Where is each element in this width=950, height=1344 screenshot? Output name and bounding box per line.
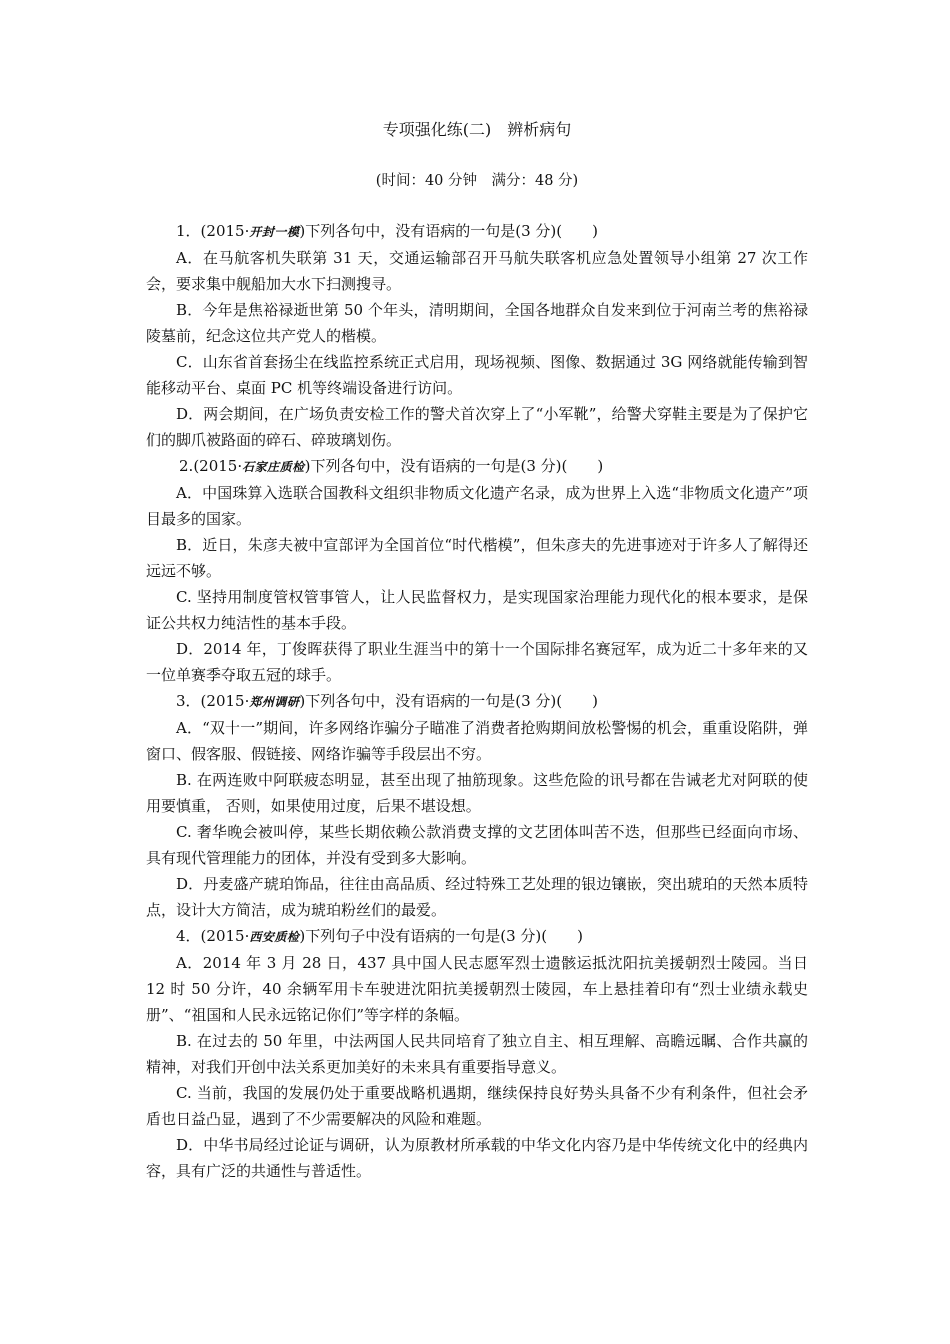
question-source: 开封一模	[249, 225, 300, 239]
question-source: 西安质检	[249, 930, 300, 944]
question-source: 石家庄质检	[242, 460, 305, 474]
option-b: B. 在过去的 50 年里，中法两国人民共同培育了独立自主、相互理解、高瞻远瞩、合作共赢的精神，对我们开创中法关系更加美好的未来具有重要指导意义。	[146, 1032, 808, 1076]
option-c: C．山东省首套扬尘在线监控系统正式启用，现场视频、图像、数据通过 3G 网络就能传输到智能移动平台、桌面 PC 机等终端设备进行访问。	[146, 353, 808, 397]
option-a: A．在马航客机失联第 31 天，交通运输部召开马航失联客机应急处置领导小组第 27 次工作会，要求集中舰船加大水下扫测搜寻。	[146, 249, 808, 293]
option-a: A．2014 年 3 月 28 日，437 具中国人民志愿军烈士遗骸运抵沈阳抗美援朝烈士陵园。当日 12 时 50 分许，40 余辆军用卡车驶进沈阳抗美援朝烈士陵园，车上悬挂着印有“烈士业绩永载史册”、“祖国和人民永远铭记你们”等字样的条幅。	[146, 954, 808, 1024]
page-title: 专项强化练(二) 辨析病句	[382, 120, 572, 139]
question-number: 4．	[176, 927, 201, 945]
option-d: D．两会期间，在广场负责安检工作的警犬首次穿上了“小军靴”，给警犬穿鞋主要是为了保护它们的脚爪被路面的碎石、碎玻璃划伤。	[146, 405, 808, 449]
question-number: 1．	[176, 222, 201, 240]
question-4	[146, 923, 808, 1184]
option-a: A．“双十一”期间，许多网络诈骗分子瞄准了消费者抢购期间放松警惕的机会，重重设陷阱，弹窗口、假客服、假链接、网络诈骗等手段层出不穷。	[146, 719, 808, 763]
option-d: D．丹麦盛产琥珀饰品，往往由高品质、经过特殊工艺处理的银边镶嵌，突出琥珀的天然本质特点，设计大方简洁，成为琥珀粉丝们的最爱。	[146, 875, 808, 919]
question-number: 2.	[179, 457, 194, 475]
question-2	[146, 453, 808, 688]
option-d: D．中华书局经过论证与调研，认为原教材所承载的中华文化内容乃是中华传统文化中的经典内容，具有广泛的共通性与普适性。	[146, 1136, 808, 1180]
question-stem: 3．(2015·郑州调研)下列各句中，没有语病的一句是(3 分)( )	[176, 692, 598, 710]
question-stem: 2.(2015·石家庄质检)下列各句中，没有语病的一句是(3 分)( )	[179, 457, 604, 475]
document-page	[146, 118, 808, 1184]
option-c: C. 奢华晚会被叫停，某些长期依赖公款消费支撑的文艺团体叫苦不迭，但那些已经面向市场、具有现代管理能力的团体，并没有受到多大影响。	[146, 823, 808, 867]
question-stem: 4．(2015·西安质检)下列句子中没有语病的一句是(3 分)( )	[176, 927, 583, 945]
question-1	[146, 218, 808, 453]
question-3	[146, 688, 808, 923]
option-c: C. 坚持用制度管权管事管人，让人民监督权力，是实现国家治理能力现代化的根本要求，是保证公共权力纯洁性的基本手段。	[146, 588, 808, 632]
option-d: D．2014 年，丁俊晖获得了职业生涯当中的第十一个国际排名赛冠军，成为近二十多年来的又一位单赛季夺取五冠的球手。	[146, 640, 808, 684]
question-stem: 1．(2015·开封一模)下列各句中，没有语病的一句是(3 分)( )	[176, 222, 598, 240]
option-b: B．近日，朱彦夫被中宣部评为全国首位“时代楷模”，但朱彦夫的先进事迹对于许多人了解得还远远不够。	[146, 536, 808, 580]
option-a: A．中国珠算入选联合国教科文组织非物质文化遗产名录，成为世界上入选“非物质文化遗产”项目最多的国家。	[146, 484, 808, 528]
question-source: 郑州调研	[249, 695, 300, 709]
option-c: C. 当前，我国的发展仍处于重要战略机遇期，继续保持良好势头具备不少有利条件，但社会矛盾也日益凸显，遇到了不少需要解决的风险和难题。	[146, 1084, 808, 1128]
option-b: B．今年是焦裕禄逝世第 50 个年头，清明期间，全国各地群众自发来到位于河南兰考的焦裕禄陵墓前，纪念这位共产党人的楷模。	[146, 301, 808, 345]
page-subtitle: (时间：40 分钟 满分：48 分)	[375, 173, 579, 189]
option-b: B. 在两连败中阿联疲态明显，甚至出现了抽筋现象。这些危险的讯号都在告诫老尤对阿联的使用要慎重， 否则，如果使用过度，后果不堪设想。	[146, 771, 808, 815]
question-number: 3．	[176, 692, 201, 710]
